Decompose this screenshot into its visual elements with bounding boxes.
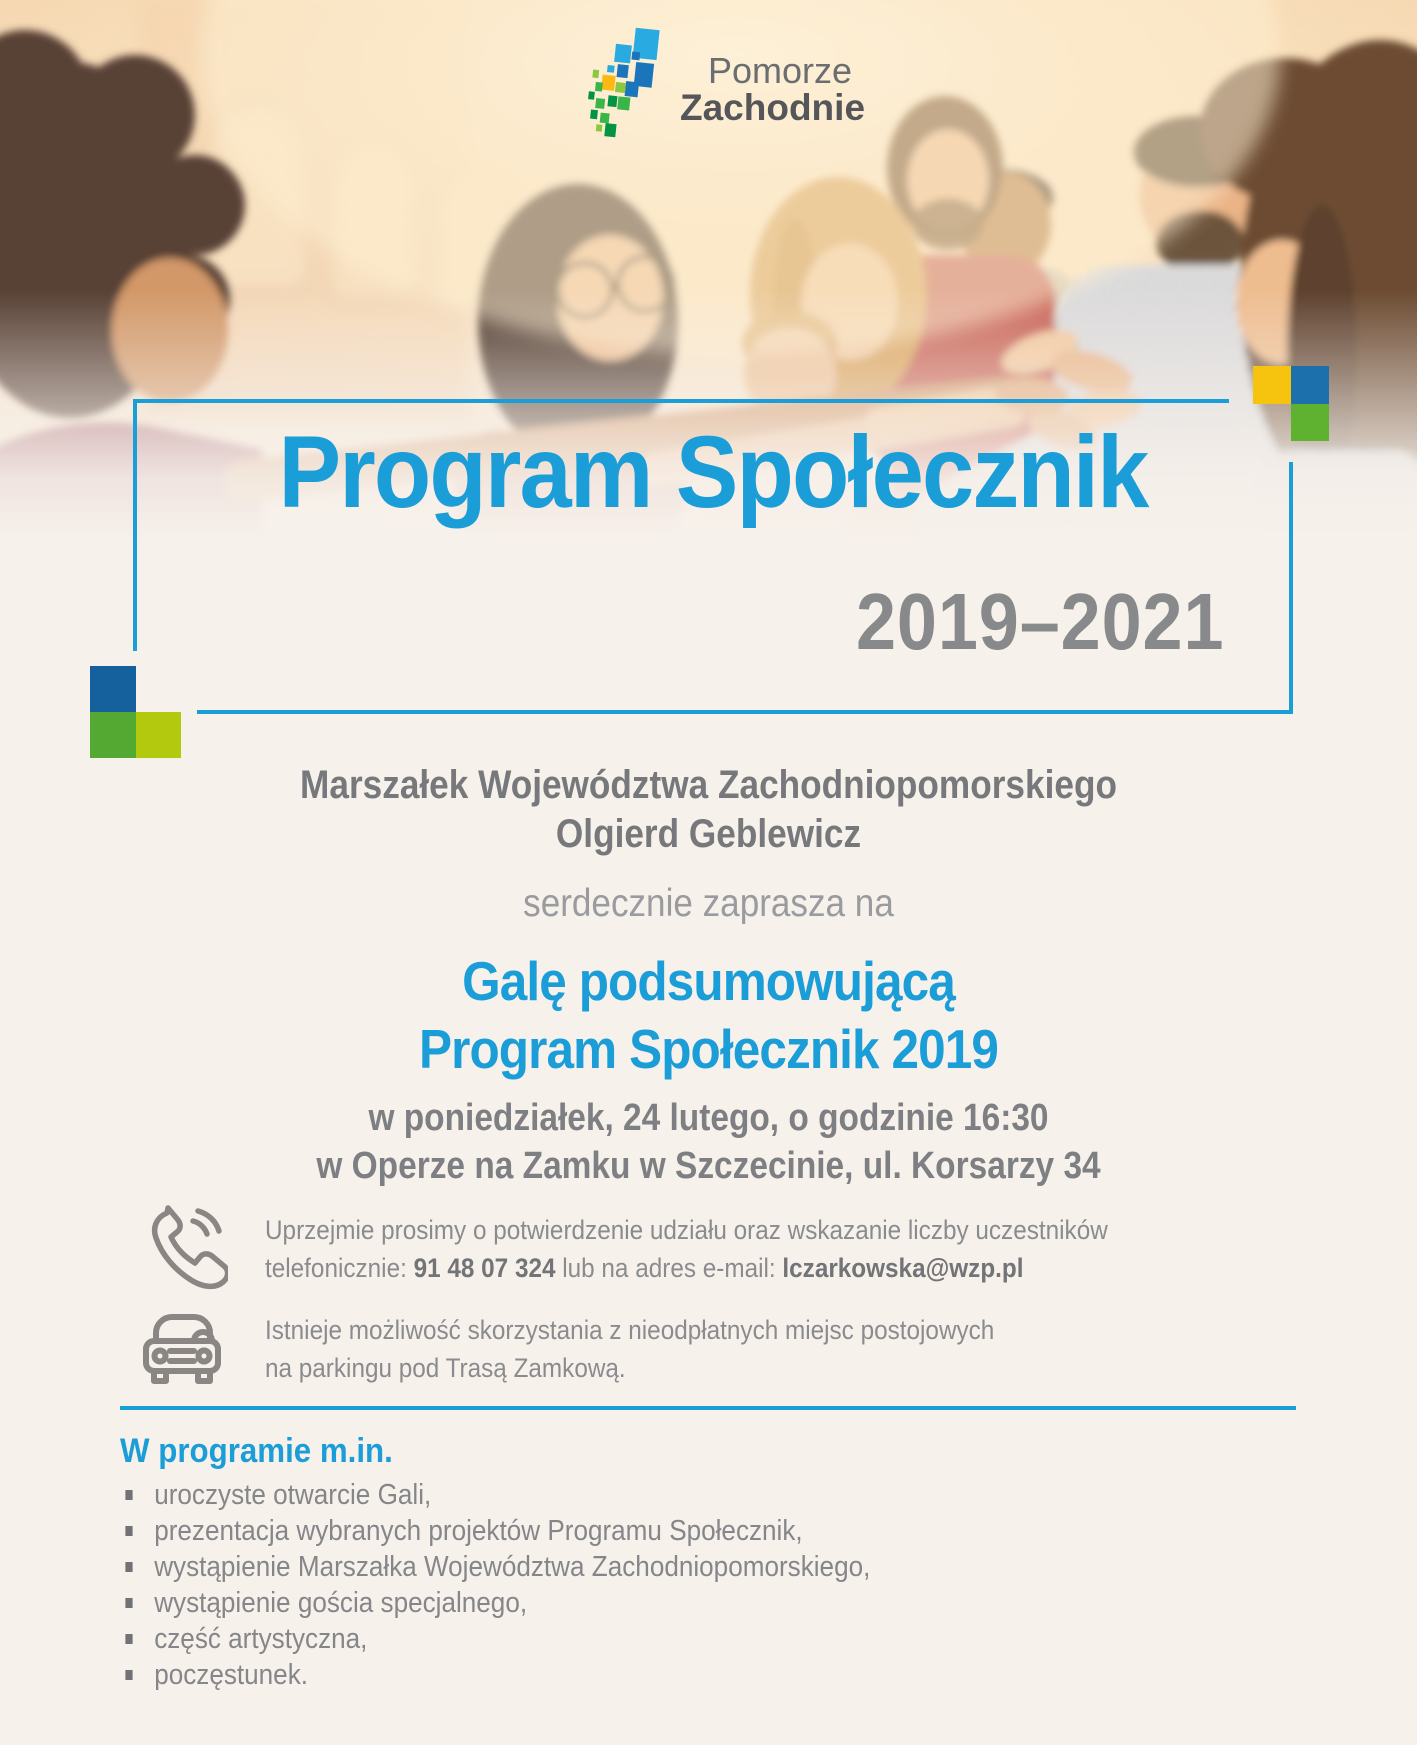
program-item-text: wystąpienie Marszałka Województwa Zachodniopomorskiego, bbox=[154, 1550, 871, 1583]
program-item-text: poczęstunek. bbox=[154, 1658, 309, 1691]
bullet-square-icon bbox=[125, 1526, 132, 1536]
phone-icon bbox=[140, 1199, 228, 1297]
rsvp-email: lczarkowska@wzp.pl bbox=[782, 1253, 1024, 1283]
host-name-line1: Marszałek Województwa Zachodniopomorskiego bbox=[300, 763, 1117, 807]
program-list-item bbox=[120, 1549, 870, 1585]
logo-word-zachodnie: Zachodnie bbox=[680, 87, 866, 129]
section-divider-line bbox=[120, 1406, 1296, 1410]
poster-title-years: 2019–2021 bbox=[855, 577, 1224, 666]
poster-title: Program Społecznik bbox=[278, 415, 1148, 529]
program-item-text: prezentacja wybranych projektów Programu Społecznik, bbox=[154, 1514, 803, 1547]
logo-mosaic-mark-icon bbox=[568, 24, 664, 140]
program-list-item bbox=[120, 1513, 870, 1549]
program-heading: W programie m.in. bbox=[120, 1432, 393, 1470]
program-item-text: uroczyste otwarcie Gali, bbox=[154, 1478, 432, 1511]
bullet-square-icon bbox=[125, 1562, 132, 1572]
program-list bbox=[120, 1477, 870, 1693]
bullet-square-icon bbox=[125, 1598, 132, 1608]
title-box-border-left bbox=[133, 399, 137, 651]
decor-square-dark-blue bbox=[90, 666, 136, 712]
event-name-line2: Program Społecznik 2019 bbox=[418, 1018, 999, 1080]
rsvp-text bbox=[265, 1211, 1108, 1287]
event-datetime: w poniedziałek, 24 lutego, o godzinie 16:30 bbox=[368, 1097, 1049, 1139]
program-item-text: wystąpienie gościa specjalnego, bbox=[154, 1586, 528, 1619]
host-name-line2: Olgierd Geblewicz bbox=[555, 812, 862, 856]
bullet-square-icon bbox=[125, 1670, 132, 1680]
title-box-border-right bbox=[1289, 462, 1293, 714]
decor-square-lime bbox=[136, 712, 181, 758]
parking-line2: na parkingu pod Trasą Zamkową. bbox=[265, 1353, 626, 1383]
rsvp-prefix: telefonicznie: bbox=[265, 1253, 414, 1283]
parking-line1: Istnieje możliwość skorzystania z nieodpłatnych miejsc postojowych bbox=[265, 1315, 995, 1345]
event-venue: w Operze na Zamku w Szczecinie, ul. Korsarzy 34 bbox=[316, 1145, 1101, 1187]
invite-phrase: serdecznie zaprasza na bbox=[523, 882, 894, 925]
program-list-item bbox=[120, 1657, 870, 1693]
program-list-item bbox=[120, 1477, 870, 1513]
title-box-border-top bbox=[133, 399, 1229, 403]
rsvp-middle: lub na adres e-mail: bbox=[555, 1253, 783, 1283]
decor-square-green-2 bbox=[90, 712, 136, 758]
car-icon bbox=[136, 1303, 228, 1391]
rsvp-line1: Uprzejmie prosimy o potwierdzenie udziału oraz wskazanie liczby uczestników bbox=[265, 1215, 1108, 1245]
decor-square-yellow bbox=[1253, 366, 1291, 404]
logo-wordmark bbox=[680, 52, 865, 128]
program-item-text: część artystyczna, bbox=[154, 1622, 368, 1655]
parking-text bbox=[265, 1311, 994, 1387]
bullet-square-icon bbox=[125, 1634, 132, 1644]
title-box-border-bottom bbox=[197, 710, 1293, 714]
decor-square-green bbox=[1291, 404, 1329, 441]
event-name-line1: Galę podsumowującą bbox=[462, 950, 955, 1012]
rsvp-phone-number: 91 48 07 324 bbox=[413, 1253, 556, 1283]
pomorze-zachodnie-logo bbox=[568, 24, 865, 140]
decor-square-blue bbox=[1291, 366, 1329, 404]
program-list-item bbox=[120, 1621, 870, 1657]
program-list-item bbox=[120, 1585, 870, 1621]
bullet-square-icon bbox=[125, 1490, 132, 1500]
logo-word-pomorze: Pomorze bbox=[708, 50, 853, 91]
